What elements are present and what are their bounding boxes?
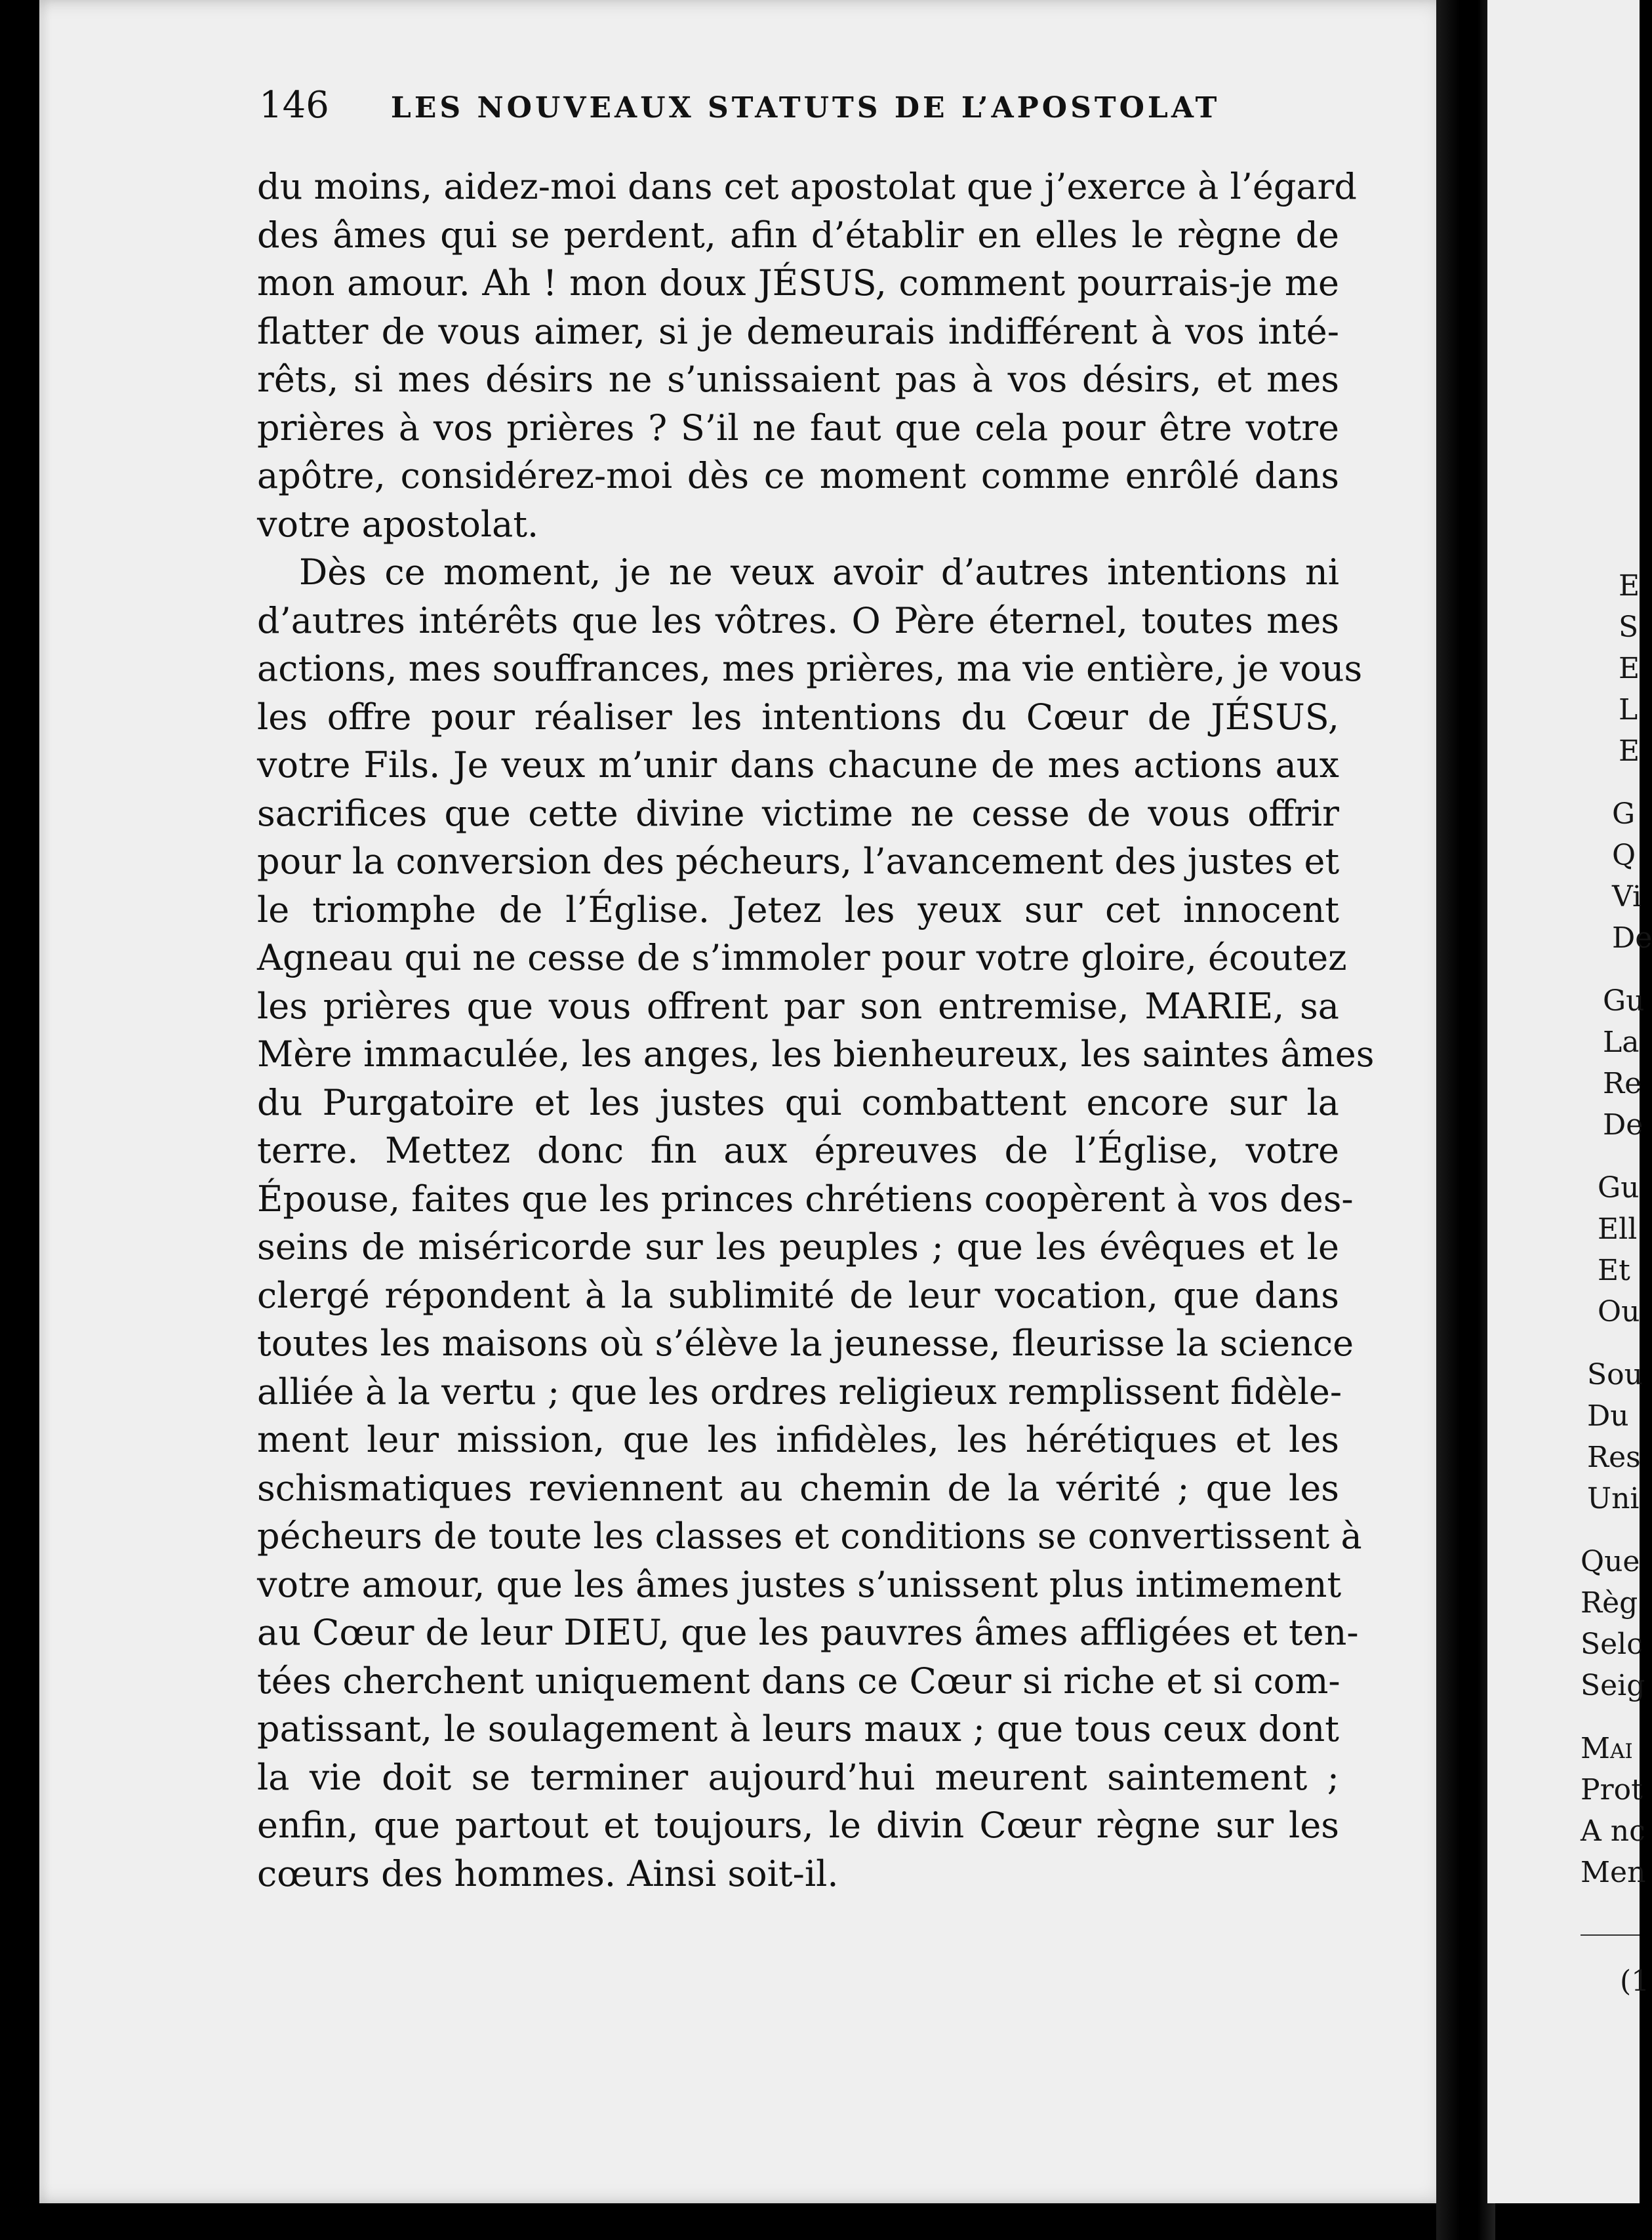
text-line: apôtre, considérez-moi dès ce moment comme enrôlé dans	[257, 455, 1339, 496]
text-line: clergé répondent à la sublimité de leur vocation, que dans	[257, 1274, 1339, 1316]
text-line: seins de miséricorde sur les peuples ; que les évêques et le	[257, 1226, 1339, 1268]
text-line: du moins, aidez-moi dans cet apostolat que j’exerce à l’égard	[257, 166, 1357, 207]
facing-fragment: Q	[1612, 839, 1636, 872]
text-line: votre Fils. Je veux m’unir dans chacune de mes actions aux	[257, 744, 1339, 786]
facing-fragment-group	[1603, 980, 1645, 1146]
facing-fragment: Selc	[1581, 1628, 1643, 1661]
text-line: le triomphe de l’Église. Jetez les yeux sur cet innocent	[257, 889, 1339, 930]
facing-fragment: Gu	[1603, 984, 1645, 1018]
text-line: ment leur mission, que les infidèles, les hérétiques et les	[257, 1419, 1339, 1460]
facing-footnote	[1620, 1961, 1649, 2002]
text-line: pour la conversion des pécheurs, l’avancement des justes et	[257, 841, 1340, 882]
facing-fragment: S	[1619, 610, 1639, 644]
facing-fragment: E	[1619, 652, 1640, 685]
facing-fragment-group	[1612, 793, 1652, 959]
facing-fragment: E	[1619, 569, 1640, 603]
paragraph-2	[257, 548, 1375, 1898]
text-line: prières à vos prières ? S’il ne faut que cela pour être votre	[257, 407, 1339, 449]
text-line: votre amour, que les âmes justes s’unissent plus intimement	[257, 1563, 1342, 1605]
body-text	[257, 163, 1375, 1898]
text-line: les prières que vous offrent par son entremise, MARIE, sa	[257, 985, 1339, 1027]
facing-fragment: A nc	[1581, 1814, 1645, 1848]
facing-fragment: Et	[1598, 1254, 1630, 1287]
text-line: Agneau qui ne cesse de s’immoler pour votre gloire, écoutez	[257, 937, 1347, 978]
facing-fragment: Men	[1581, 1856, 1646, 1889]
text-line: Mère immaculée, les anges, les bienheureux, les saintes âmes	[257, 1033, 1375, 1075]
text-line: schismatiques reviennent au chemin de la vérité ; que les	[257, 1467, 1339, 1509]
facing-fragment: Ou	[1598, 1295, 1640, 1329]
text-line: actions, mes souffrances, mes prières, ma vie entière, je vous	[257, 648, 1363, 689]
facing-fragment-group	[1587, 1354, 1643, 1519]
facing-fragment: E	[1619, 734, 1640, 768]
facing-fragment: La	[1603, 1026, 1640, 1059]
facing-fragment-group	[1581, 1728, 1645, 1893]
text-line: mon amour. Ah ! mon doux JÉSUS, comment pourrais-je me	[257, 262, 1339, 304]
book-gutter	[1436, 0, 1495, 2240]
text-line: des âmes qui se perdent, afin d’établir en elles le règne de	[257, 214, 1339, 256]
footnote-rule	[1581, 1934, 1640, 1936]
facing-fragment: Re	[1603, 1067, 1642, 1100]
facing-fragment: Que	[1581, 1545, 1640, 1578]
facing-fragment: G	[1612, 797, 1636, 831]
facing-fragment-group	[1598, 1167, 1640, 1332]
facing-fragment-group	[1581, 1541, 1645, 1706]
text-line: Dès ce moment, je ne veux avoir d’autres intentions ni	[299, 551, 1339, 593]
facing-fragment: Mai	[1581, 1732, 1633, 1765]
page-number: 146	[259, 84, 329, 127]
facing-fragment: De	[1603, 1108, 1643, 1142]
facing-fragment: Sou	[1587, 1358, 1643, 1391]
paragraph-1	[257, 163, 1357, 548]
text-line: toutes les maisons où s’élève la jeunesse, fleurisse la science	[257, 1323, 1354, 1364]
text-line: alliée à la vertu ; que les ordres religieux remplissent fidèle-	[257, 1370, 1342, 1412]
text-line: cœurs des hommes. Ainsi soit-il.	[257, 1852, 839, 1894]
text-line: les offre pour réaliser les intentions du Cœur de JÉSUS,	[257, 696, 1339, 738]
text-line: au Cœur de leur DIEU, que les pauvres âmes affligées et ten-	[257, 1612, 1359, 1653]
text-line: Épouse, faites que les princes chrétiens coopèrent à vos des-	[257, 1178, 1354, 1220]
text-line: la vie doit se terminer aujourd’hui meurent saintement ;	[257, 1756, 1339, 1798]
facing-fragment: Règ	[1581, 1586, 1638, 1620]
running-title: LES NOUVEAUX STATUTS DE L’APOSTOLAT	[390, 91, 1220, 125]
facing-fragment-group	[1619, 565, 1640, 772]
running-head	[259, 84, 1230, 130]
facing-fragment: Prot	[1581, 1773, 1643, 1807]
facing-fragment: De	[1612, 921, 1652, 955]
facing-fragment: Uni	[1587, 1482, 1640, 1515]
text-line: flatter de vous aimer, si je demeurais indifférent à vos inté-	[257, 310, 1339, 352]
facing-fragment: Gu	[1598, 1171, 1640, 1205]
text-line: du Purgatoire et les justes qui combattent encore sur la	[257, 1081, 1339, 1123]
text-line: rêts, si mes désirs ne s’unissaient pas à vos désirs, et mes	[257, 359, 1339, 400]
text-line: patissant, le soulagement à leurs maux ; que tous ceux dont	[257, 1708, 1339, 1750]
facing-fragment: Seig	[1581, 1669, 1645, 1702]
facing-fragment: (1	[1620, 1965, 1650, 1998]
text-line: votre apostolat.	[257, 503, 539, 545]
text-line: d’autres intérêts que les vôtres. O Père éternel, toutes mes	[257, 599, 1339, 641]
text-line: enfin, que partout et toujours, le divin Cœur règne sur les	[257, 1805, 1339, 1846]
text-line: tées cherchent uniquement dans ce Cœur si riche et si com-	[257, 1660, 1340, 1702]
text-line: terre. Mettez donc fin aux épreuves de l’Église, votre	[257, 1130, 1339, 1171]
facing-fragment: Ell	[1598, 1212, 1638, 1246]
facing-fragment: Vi	[1612, 880, 1642, 913]
facing-fragment: L	[1619, 693, 1638, 727]
text-line: sacrifices que cette divine victime ne cesse de vous offrir	[257, 792, 1339, 834]
facing-fragment: Du	[1587, 1399, 1629, 1433]
facing-fragment: Res	[1587, 1441, 1641, 1474]
text-line: pécheurs de toute les classes et conditions se convertissent à	[257, 1515, 1362, 1557]
